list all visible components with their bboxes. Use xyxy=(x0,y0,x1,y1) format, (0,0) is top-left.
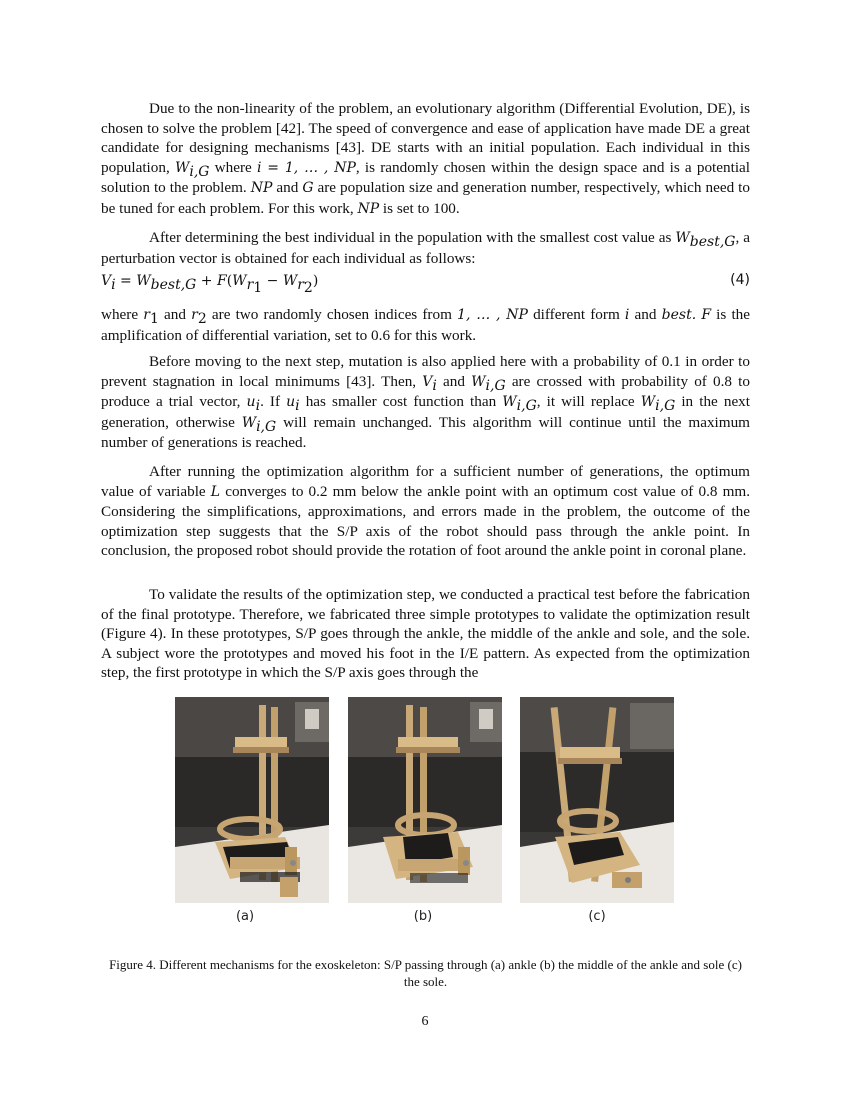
paragraph-optimization-result: After running the optimization algorithm for a sufficient number of generations, the optimum value of variable L converges to 0.2 mm below the ankle point with an optimum cost value of 0.8 mm. Considering the simplifications, approximations, and errors made in the problem, the outcome of the optimization step suggests that the S/P axis of the robot should pass through the ankle point. In conclusion, the proposed robot should provide the rotation of foot around the ankle point in coronal plane. xyxy=(101,463,750,560)
equation-expression: $V_i = W_{best,G} + F(W_{r_1} - W_{r_2})$ xyxy=(101,273,319,297)
figure-caption: Figure 4. Different mechanisms for the exoskeleton: S/P passing through (a) ankle (b) the middle of the ankle and sole (c) the sole. xyxy=(109,957,742,989)
paragraph-de-intro: Due to the non-linearity of the problem, an evolutionary algorithm (Differential Evolution, DE), is chosen to solve the problem [42]. The speed of convergence and ease of application have made DE a great candidate for designing mechanisms [43]. DE starts with an initial population. Each individual in this population, $W_{i,G}$ where i = 1, … , NP, is randomly chosen within the design space and is a potential solution to the problem. NP and G are population size and generation number, respectively, which need to be tuned for each problem. For this work, NP is set to 100. xyxy=(101,100,751,217)
page-number: 6 xyxy=(421,1014,429,1029)
figure-photo-b xyxy=(348,697,502,903)
paragraph-mutation: Before moving to the next step, mutation is also applied here with a probability of 0.1 in order to prevent stagnation in local minimums [43]. Then, $V_i$ and $W_{i,G}$ are crossed with probability of 0.8 to produce a trial vector, $u_i$. If $u_i$ has smaller cost function than $W_{i,G}$, it will replace $W_{i,G}$ in the next generation, otherwise $W_{i,G}$ will remain unchanged. This algorithm will continue until the maximum number of generations is reached. xyxy=(101,353,750,452)
paragraph-perturbation: After determining the best individual in the population with the smallest cost value as $W_{best,G}$, a perturbation vector is obtained for each individual as follows: xyxy=(101,229,750,267)
paragraph-where: where $r_1$ and $r_2$ are two randomly chosen indices from 1, … , NP different form i and best. F is the amplification of differential variation, set to 0.6 for this work. xyxy=(101,306,751,344)
figure-label-a: (a) xyxy=(235,909,255,924)
figure-photo-a xyxy=(175,697,329,903)
paragraph-validation: To validate the results of the optimization step, we conducted a practical test before the fabrication of the final prototype. Therefore, we fabricated three simple prototypes to validate the optimization result (Figure 4). In these prototypes, S/P goes through the ankle, the middle of the ankle and sole, and the sole. A subject wore the prototypes and moved his foot in the I/E pattern. As expected from the optimization step, the first prototype in which the S/P axis goes through the xyxy=(101,586,750,682)
figure-label-c: (c) xyxy=(588,909,606,924)
equation-4 xyxy=(101,272,750,297)
equation-number: (4) xyxy=(730,272,750,288)
figure-photo-c xyxy=(520,697,674,903)
figure-label-b: (b) xyxy=(413,909,433,924)
